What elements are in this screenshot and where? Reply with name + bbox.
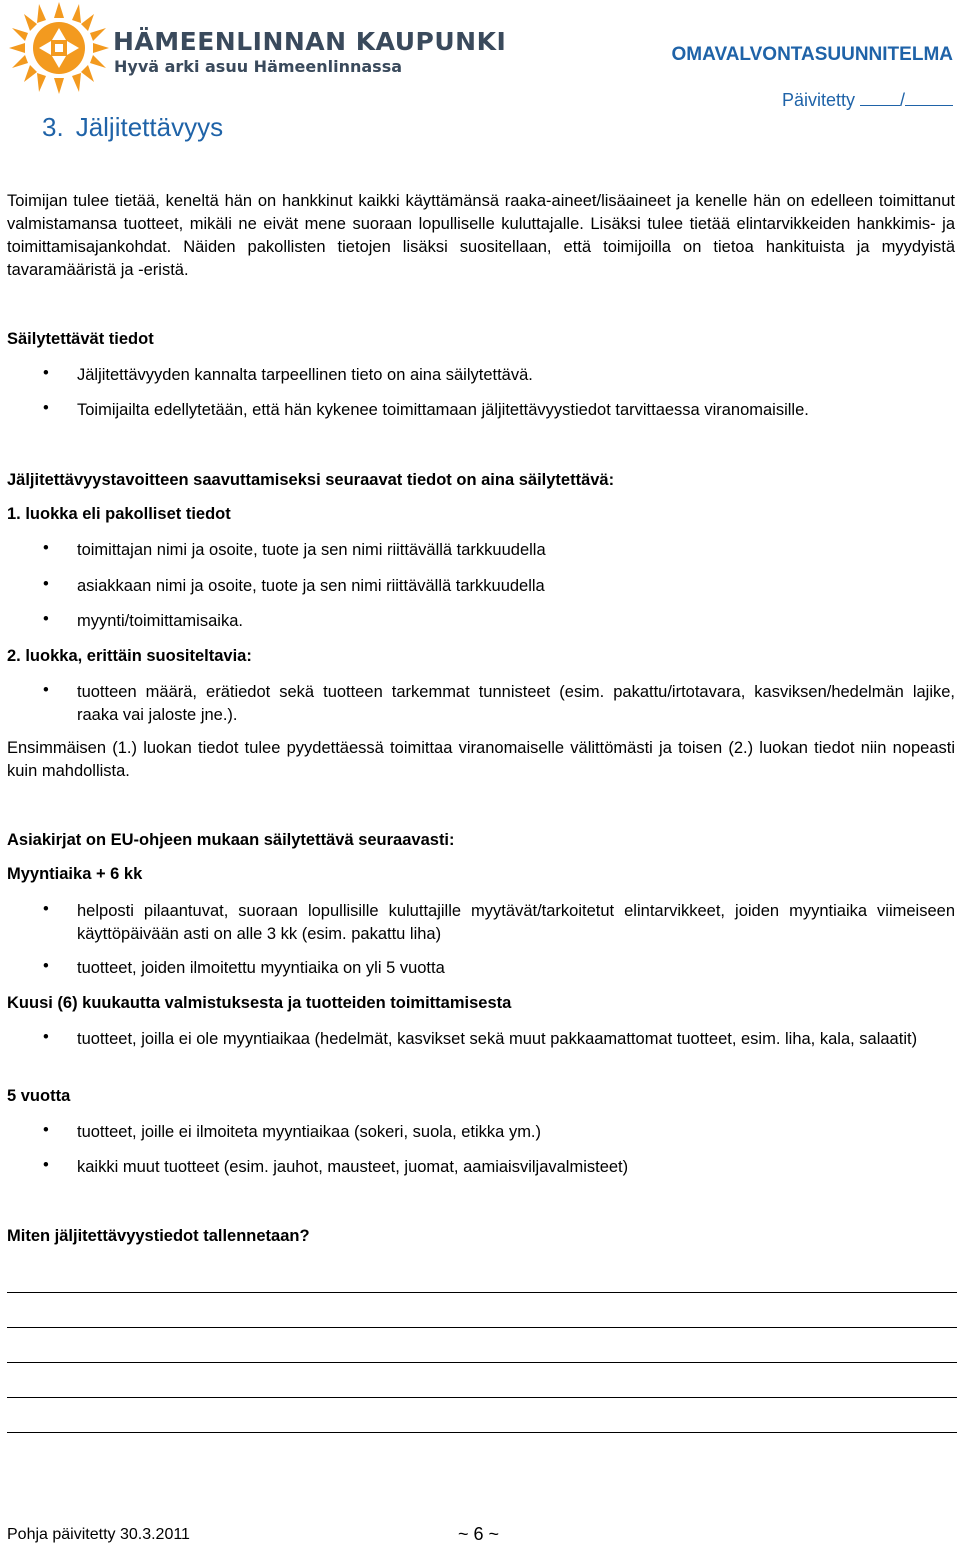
updated-month-blank [905,91,953,106]
page-number: ~ 6 ~ [458,1524,500,1544]
answer-line[interactable] [7,1397,957,1398]
section-title-text: Jäljitettävyys [75,112,224,142]
bullet-icon: • [43,575,49,593]
document-title: OMAVALVONTASUUNNITELMA [671,44,953,65]
bullet-icon: • [43,1028,49,1046]
retention-group-heading: Kuusi (6) kuukautta valmistuksesta ja tuotteiden toimittamisesta [7,994,512,1012]
goal-heading: Jäljitettävyystavoitteen saavuttamiseksi seuraavat tiedot on aina säilytettävä: [7,471,615,489]
updated-separator: / [899,90,905,110]
class-note-paragraph: Ensimmäisen (1.) luokan tiedot tulee pyydettäessä toimittaa viranomaiselle välittömästi ja toisen (2.) luokan tiedot niin nopeasti kuin mahdollista. [7,739,955,780]
question-heading: Miten jäljitettävyystiedot tallennetaan? [7,1227,310,1245]
bullet-icon: • [43,539,49,557]
saved-info-heading: Säilytettävät tiedot [7,330,154,348]
bullet-icon: • [43,1121,49,1139]
answer-line[interactable] [7,1432,957,1433]
section-number: 3. [42,112,64,142]
brand-slogan: Hyvä arki asuu Hämeenlinnassa [114,57,403,76]
section-title [42,112,223,143]
retention-group-heading: Myyntiaika + 6 kk [7,865,143,883]
bullet-icon: • [43,1156,49,1174]
retention-heading: Asiakirjat on EU-ohjeen mukaan säilytettävä seuraavasti: [7,831,455,849]
updated-field [782,90,953,111]
updated-label: Päivitetty [781,90,855,110]
bullet-icon: • [43,681,49,699]
retention-group-heading: 5 vuotta [7,1087,71,1105]
sun-emblem-icon [6,0,112,96]
class2-heading: 2. luokka, erittäin suositeltavia: [7,647,252,665]
answer-line[interactable] [7,1362,957,1363]
bullet-icon: • [43,364,49,382]
intro-paragraph: Toimijan tulee tietää, keneltä hän on hankkinut kaikki käyttämänsä raaka-aineet/lisäaineet ja kenelle hän on edelleen toimittanut valmistamansa tuotteet, mikäli ne eivät mene suoraan lopulliselle kuluttajalle. Lisäksi tulee tietää elintarvikkeiden hankkimis- ja toimittamisajankohdat. Näiden pakollisten tietojen lisäksi suositellaan, että toimijoilla on tietoa hankituista ja myydyistä tavaramääristä ja -eristä. [7,192,955,279]
bullet-icon: • [43,957,49,975]
answer-line[interactable] [7,1327,957,1328]
brand-name: HÄMEENLINNAN KAUPUNKI [113,27,507,56]
answer-line[interactable] [7,1292,957,1293]
footer-updated: Pohja päivitetty 30.3.2011 [7,1526,190,1543]
class1-heading: 1. luokka eli pakolliset tiedot [7,505,231,523]
bullet-icon: • [43,900,49,918]
bullet-icon: • [43,610,49,628]
updated-day-blank [860,91,900,106]
bullet-icon: • [43,399,49,417]
